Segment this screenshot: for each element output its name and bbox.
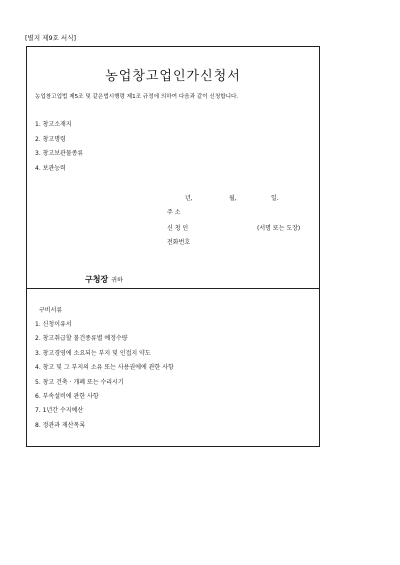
- attachment-item: 7. 1년간 수지예산: [35, 407, 84, 415]
- item-warehouse-name: 2. 창고명령: [35, 135, 66, 143]
- attachments-heading: 구비서류: [39, 307, 63, 314]
- attachment-item: 8. 정관과 재산목록: [35, 421, 86, 429]
- attachment-item: 1. 신청이유서: [35, 321, 72, 328]
- attachment-item: 4. 창고 및 그 부지의 소유 또는 사용권에에 관한 사항: [35, 364, 174, 372]
- recipient: [85, 267, 123, 286]
- application-form: [26, 46, 320, 447]
- form-title: 농업창고업인가신청서: [105, 69, 241, 84]
- recipient-name: 구청장: [85, 275, 109, 284]
- address-label: 주 소: [167, 209, 181, 216]
- form-number-label: [별지 제9호 서식]: [25, 34, 77, 42]
- date-day: 일.: [271, 195, 279, 202]
- attachment-item: 3. 창고경영에 소요되는 부지 및 인접지 약도: [35, 349, 151, 357]
- phone-label: 전화번호: [167, 239, 191, 246]
- signature-note: (서명 또는 도장): [257, 225, 301, 232]
- applicant-label: 신 청 인: [167, 225, 189, 232]
- intro-statement: 농업창고업법 제5조 및 같은법시행령 제1조 규정에 의하여 다음과 같이 신청합니다.: [35, 94, 239, 100]
- attachment-item: 6. 부속설비에 관한 사항: [35, 392, 99, 400]
- attachments-list: [35, 321, 174, 436]
- item-warehouse-location: 1. 창고소재지: [35, 121, 72, 128]
- section-divider: [27, 288, 319, 289]
- date-month: 월,: [229, 195, 237, 202]
- attachment-item: 2. 창고취급할 물건종류별 예정수량: [35, 335, 128, 343]
- item-storage-capacity: 4. 보관능력: [35, 164, 66, 172]
- date-year: 년,: [185, 195, 193, 202]
- item-stored-goods-type: 3. 창고보관물종류: [35, 150, 84, 157]
- application-items: [35, 121, 83, 179]
- recipient-suffix: 귀하: [111, 277, 123, 284]
- attachment-item: 5. 창고 건축 · 개폐 또는 수리시기: [35, 378, 124, 386]
